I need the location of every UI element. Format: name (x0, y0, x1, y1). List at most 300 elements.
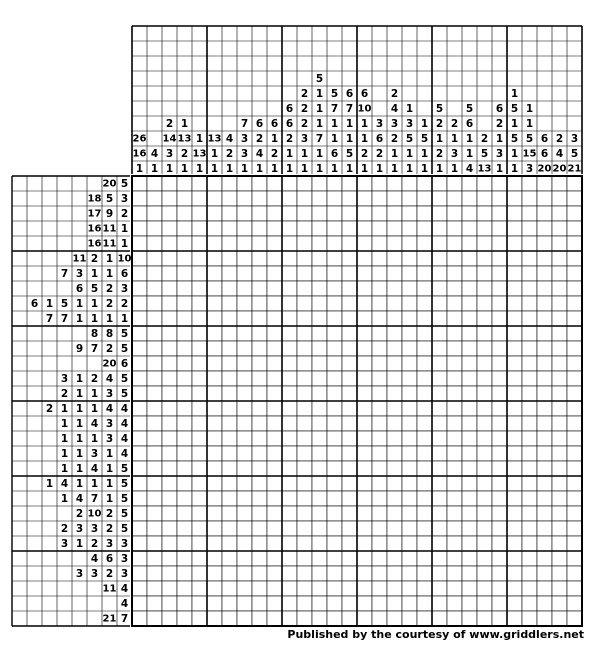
puzzle-cell[interactable] (177, 266, 192, 281)
puzzle-cell[interactable] (432, 206, 447, 221)
puzzle-cell[interactable] (432, 491, 447, 506)
puzzle-cell[interactable] (147, 296, 162, 311)
puzzle-cell[interactable] (342, 461, 357, 476)
puzzle-cell[interactable] (537, 236, 552, 251)
puzzle-cell[interactable] (312, 401, 327, 416)
puzzle-cell[interactable] (312, 596, 327, 611)
puzzle-cell[interactable] (537, 461, 552, 476)
puzzle-cell[interactable] (147, 506, 162, 521)
puzzle-cell[interactable] (162, 401, 177, 416)
puzzle-cell[interactable] (432, 341, 447, 356)
puzzle-cell[interactable] (177, 311, 192, 326)
puzzle-cell[interactable] (507, 206, 522, 221)
puzzle-cell[interactable] (372, 596, 387, 611)
puzzle-cell[interactable] (192, 311, 207, 326)
puzzle-cell[interactable] (492, 596, 507, 611)
puzzle-cell[interactable] (327, 431, 342, 446)
puzzle-cell[interactable] (552, 506, 567, 521)
puzzle-cell[interactable] (402, 281, 417, 296)
puzzle-cell[interactable] (477, 566, 492, 581)
puzzle-cell[interactable] (372, 581, 387, 596)
puzzle-cell[interactable] (207, 191, 222, 206)
puzzle-cell[interactable] (327, 581, 342, 596)
puzzle-cell[interactable] (177, 356, 192, 371)
puzzle-cell[interactable] (132, 281, 147, 296)
puzzle-cell[interactable] (462, 416, 477, 431)
puzzle-cell[interactable] (537, 191, 552, 206)
puzzle-cell[interactable] (507, 401, 522, 416)
puzzle-cell[interactable] (567, 236, 582, 251)
puzzle-cell[interactable] (462, 251, 477, 266)
puzzle-cell[interactable] (372, 611, 387, 626)
puzzle-cell[interactable] (537, 611, 552, 626)
puzzle-cell[interactable] (162, 416, 177, 431)
puzzle-cell[interactable] (252, 416, 267, 431)
puzzle-cell[interactable] (282, 176, 297, 191)
puzzle-cell[interactable] (432, 581, 447, 596)
puzzle-cell[interactable] (402, 581, 417, 596)
puzzle-cell[interactable] (252, 281, 267, 296)
puzzle-cell[interactable] (402, 566, 417, 581)
puzzle-cell[interactable] (222, 491, 237, 506)
puzzle-cell[interactable] (177, 296, 192, 311)
puzzle-cell[interactable] (552, 596, 567, 611)
puzzle-cell[interactable] (552, 521, 567, 536)
puzzle-cell[interactable] (417, 191, 432, 206)
puzzle-cell[interactable] (402, 236, 417, 251)
puzzle-cell[interactable] (147, 221, 162, 236)
puzzle-cell[interactable] (147, 251, 162, 266)
puzzle-cell[interactable] (372, 536, 387, 551)
puzzle-cell[interactable] (177, 581, 192, 596)
puzzle-cell[interactable] (522, 266, 537, 281)
puzzle-cell[interactable] (132, 521, 147, 536)
puzzle-cell[interactable] (312, 251, 327, 266)
puzzle-cell[interactable] (522, 566, 537, 581)
puzzle-cell[interactable] (252, 251, 267, 266)
puzzle-cell[interactable] (177, 416, 192, 431)
puzzle-cell[interactable] (537, 596, 552, 611)
puzzle-cell[interactable] (492, 236, 507, 251)
puzzle-cell[interactable] (402, 311, 417, 326)
puzzle-cell[interactable] (522, 461, 537, 476)
puzzle-cell[interactable] (492, 491, 507, 506)
puzzle-cell[interactable] (552, 326, 567, 341)
puzzle-cell[interactable] (327, 386, 342, 401)
puzzle-cell[interactable] (507, 416, 522, 431)
puzzle-cell[interactable] (207, 251, 222, 266)
puzzle-cell[interactable] (417, 341, 432, 356)
puzzle-cell[interactable] (552, 311, 567, 326)
puzzle-cell[interactable] (327, 461, 342, 476)
puzzle-cell[interactable] (462, 311, 477, 326)
puzzle-cell[interactable] (312, 371, 327, 386)
puzzle-cell[interactable] (327, 176, 342, 191)
puzzle-cell[interactable] (252, 236, 267, 251)
puzzle-cell[interactable] (297, 296, 312, 311)
puzzle-cell[interactable] (552, 491, 567, 506)
puzzle-cell[interactable] (327, 536, 342, 551)
puzzle-cell[interactable] (462, 221, 477, 236)
puzzle-cell[interactable] (477, 431, 492, 446)
puzzle-cell[interactable] (537, 521, 552, 536)
puzzle-cell[interactable] (147, 356, 162, 371)
puzzle-cell[interactable] (132, 341, 147, 356)
puzzle-cell[interactable] (222, 461, 237, 476)
puzzle-cell[interactable] (267, 341, 282, 356)
puzzle-cell[interactable] (237, 611, 252, 626)
puzzle-cell[interactable] (447, 296, 462, 311)
puzzle-cell[interactable] (357, 386, 372, 401)
puzzle-cell[interactable] (492, 461, 507, 476)
puzzle-cell[interactable] (507, 581, 522, 596)
puzzle-cell[interactable] (432, 401, 447, 416)
puzzle-cell[interactable] (312, 476, 327, 491)
puzzle-cell[interactable] (162, 371, 177, 386)
puzzle-cell[interactable] (297, 431, 312, 446)
puzzle-cell[interactable] (222, 356, 237, 371)
puzzle-cell[interactable] (402, 401, 417, 416)
puzzle-cell[interactable] (357, 446, 372, 461)
puzzle-cell[interactable] (357, 536, 372, 551)
puzzle-cell[interactable] (447, 461, 462, 476)
puzzle-cell[interactable] (432, 551, 447, 566)
puzzle-cell[interactable] (357, 356, 372, 371)
puzzle-cell[interactable] (282, 506, 297, 521)
puzzle-cell[interactable] (417, 551, 432, 566)
puzzle-cell[interactable] (462, 461, 477, 476)
puzzle-cell[interactable] (477, 401, 492, 416)
puzzle-cell[interactable] (462, 326, 477, 341)
puzzle-cell[interactable] (342, 596, 357, 611)
puzzle-cell[interactable] (507, 356, 522, 371)
puzzle-cell[interactable] (252, 221, 267, 236)
puzzle-cell[interactable] (477, 536, 492, 551)
puzzle-cell[interactable] (162, 251, 177, 266)
puzzle-cell[interactable] (132, 551, 147, 566)
puzzle-cell[interactable] (447, 206, 462, 221)
puzzle-cell[interactable] (162, 386, 177, 401)
puzzle-cell[interactable] (207, 461, 222, 476)
puzzle-cell[interactable] (387, 176, 402, 191)
puzzle-cell[interactable] (297, 461, 312, 476)
puzzle-cell[interactable] (267, 191, 282, 206)
puzzle-cell[interactable] (207, 536, 222, 551)
puzzle-cell[interactable] (237, 326, 252, 341)
puzzle-cell[interactable] (507, 266, 522, 281)
puzzle-cell[interactable] (297, 551, 312, 566)
puzzle-cell[interactable] (567, 371, 582, 386)
puzzle-cell[interactable] (207, 296, 222, 311)
puzzle-cell[interactable] (342, 356, 357, 371)
puzzle-cell[interactable] (462, 371, 477, 386)
puzzle-cell[interactable] (447, 611, 462, 626)
puzzle-cell[interactable] (522, 506, 537, 521)
puzzle-cell[interactable] (477, 491, 492, 506)
puzzle-cell[interactable] (567, 551, 582, 566)
puzzle-cell[interactable] (192, 536, 207, 551)
puzzle-cell[interactable] (132, 326, 147, 341)
puzzle-cell[interactable] (372, 356, 387, 371)
puzzle-cell[interactable] (372, 491, 387, 506)
puzzle-cell[interactable] (252, 521, 267, 536)
puzzle-cell[interactable] (342, 566, 357, 581)
puzzle-cell[interactable] (132, 356, 147, 371)
puzzle-cell[interactable] (522, 431, 537, 446)
puzzle-cell[interactable] (267, 446, 282, 461)
puzzle-cell[interactable] (297, 341, 312, 356)
puzzle-cell[interactable] (237, 461, 252, 476)
puzzle-cell[interactable] (177, 551, 192, 566)
puzzle-cell[interactable] (357, 416, 372, 431)
puzzle-cell[interactable] (312, 461, 327, 476)
puzzle-cell[interactable] (477, 326, 492, 341)
puzzle-cell[interactable] (417, 266, 432, 281)
puzzle-cell[interactable] (522, 491, 537, 506)
puzzle-cell[interactable] (222, 611, 237, 626)
puzzle-cell[interactable] (237, 566, 252, 581)
puzzle-cell[interactable] (492, 536, 507, 551)
puzzle-cell[interactable] (477, 461, 492, 476)
puzzle-cell[interactable] (207, 176, 222, 191)
puzzle-cell[interactable] (237, 176, 252, 191)
puzzle-cell[interactable] (312, 176, 327, 191)
puzzle-cell[interactable] (492, 506, 507, 521)
puzzle-cell[interactable] (372, 461, 387, 476)
puzzle-cell[interactable] (342, 476, 357, 491)
puzzle-cell[interactable] (507, 476, 522, 491)
puzzle-cell[interactable] (537, 446, 552, 461)
puzzle-cell[interactable] (267, 521, 282, 536)
puzzle-cell[interactable] (282, 476, 297, 491)
puzzle-cell[interactable] (507, 491, 522, 506)
puzzle-cell[interactable] (162, 281, 177, 296)
puzzle-cell[interactable] (267, 386, 282, 401)
puzzle-cell[interactable] (447, 281, 462, 296)
puzzle-cell[interactable] (507, 236, 522, 251)
puzzle-cell[interactable] (492, 386, 507, 401)
puzzle-cell[interactable] (132, 371, 147, 386)
puzzle-cell[interactable] (267, 491, 282, 506)
puzzle-cell[interactable] (387, 461, 402, 476)
puzzle-cell[interactable] (162, 176, 177, 191)
puzzle-cell[interactable] (537, 176, 552, 191)
puzzle-cell[interactable] (567, 491, 582, 506)
puzzle-cell[interactable] (387, 296, 402, 311)
puzzle-cell[interactable] (327, 401, 342, 416)
puzzle-cell[interactable] (492, 281, 507, 296)
puzzle-cell[interactable] (207, 506, 222, 521)
puzzle-cell[interactable] (252, 461, 267, 476)
puzzle-cell[interactable] (207, 566, 222, 581)
puzzle-cell[interactable] (357, 251, 372, 266)
puzzle-cell[interactable] (222, 536, 237, 551)
puzzle-cell[interactable] (372, 251, 387, 266)
puzzle-cell[interactable] (477, 191, 492, 206)
puzzle-cell[interactable] (192, 371, 207, 386)
puzzle-cell[interactable] (312, 536, 327, 551)
puzzle-cell[interactable] (132, 461, 147, 476)
puzzle-cell[interactable] (477, 251, 492, 266)
puzzle-cell[interactable] (177, 521, 192, 536)
puzzle-cell[interactable] (402, 371, 417, 386)
puzzle-cell[interactable] (147, 581, 162, 596)
puzzle-cell[interactable] (417, 386, 432, 401)
puzzle-cell[interactable] (342, 551, 357, 566)
puzzle-cell[interactable] (537, 311, 552, 326)
puzzle-cell[interactable] (192, 281, 207, 296)
puzzle-cell[interactable] (342, 416, 357, 431)
puzzle-cell[interactable] (147, 176, 162, 191)
puzzle-cell[interactable] (222, 431, 237, 446)
puzzle-cell[interactable] (357, 296, 372, 311)
puzzle-cell[interactable] (237, 416, 252, 431)
puzzle-cell[interactable] (447, 566, 462, 581)
puzzle-cell[interactable] (342, 341, 357, 356)
puzzle-cell[interactable] (387, 371, 402, 386)
puzzle-cell[interactable] (447, 596, 462, 611)
puzzle-cell[interactable] (462, 566, 477, 581)
puzzle-cell[interactable] (222, 371, 237, 386)
puzzle-cell[interactable] (237, 236, 252, 251)
puzzle-cell[interactable] (282, 611, 297, 626)
puzzle-cell[interactable] (462, 521, 477, 536)
puzzle-cell[interactable] (417, 536, 432, 551)
puzzle-cell[interactable] (207, 326, 222, 341)
puzzle-cell[interactable] (522, 596, 537, 611)
puzzle-cell[interactable] (327, 476, 342, 491)
puzzle-cell[interactable] (192, 191, 207, 206)
puzzle-cell[interactable] (207, 491, 222, 506)
puzzle-cell[interactable] (537, 356, 552, 371)
puzzle-cell[interactable] (237, 341, 252, 356)
puzzle-cell[interactable] (252, 401, 267, 416)
puzzle-cell[interactable] (432, 296, 447, 311)
puzzle-cell[interactable] (252, 266, 267, 281)
puzzle-cell[interactable] (177, 431, 192, 446)
puzzle-cell[interactable] (537, 386, 552, 401)
puzzle-cell[interactable] (477, 506, 492, 521)
puzzle-cell[interactable] (567, 446, 582, 461)
puzzle-cell[interactable] (177, 386, 192, 401)
puzzle-cell[interactable] (192, 551, 207, 566)
puzzle-cell[interactable] (252, 311, 267, 326)
puzzle-cell[interactable] (222, 386, 237, 401)
puzzle-cell[interactable] (552, 446, 567, 461)
puzzle-cell[interactable] (312, 281, 327, 296)
puzzle-cell[interactable] (267, 506, 282, 521)
puzzle-cell[interactable] (357, 506, 372, 521)
puzzle-cell[interactable] (522, 311, 537, 326)
puzzle-cell[interactable] (282, 371, 297, 386)
puzzle-cell[interactable] (222, 191, 237, 206)
puzzle-cell[interactable] (537, 581, 552, 596)
puzzle-cell[interactable] (327, 266, 342, 281)
puzzle-cell[interactable] (372, 221, 387, 236)
puzzle-cell[interactable] (357, 326, 372, 341)
puzzle-cell[interactable] (432, 416, 447, 431)
puzzle-cell[interactable] (567, 611, 582, 626)
puzzle-cell[interactable] (297, 611, 312, 626)
puzzle-cell[interactable] (447, 251, 462, 266)
puzzle-cell[interactable] (567, 356, 582, 371)
puzzle-cell[interactable] (447, 326, 462, 341)
puzzle-cell[interactable] (207, 371, 222, 386)
puzzle-cell[interactable] (162, 566, 177, 581)
puzzle-cell[interactable] (327, 596, 342, 611)
puzzle-cell[interactable] (297, 416, 312, 431)
puzzle-cell[interactable] (252, 371, 267, 386)
puzzle-cell[interactable] (387, 521, 402, 536)
puzzle-cell[interactable] (312, 311, 327, 326)
puzzle-cell[interactable] (522, 446, 537, 461)
puzzle-cell[interactable] (192, 596, 207, 611)
puzzle-cell[interactable] (537, 221, 552, 236)
puzzle-cell[interactable] (297, 596, 312, 611)
puzzle-cell[interactable] (312, 206, 327, 221)
puzzle-cell[interactable] (222, 311, 237, 326)
puzzle-cell[interactable] (192, 326, 207, 341)
puzzle-cell[interactable] (222, 416, 237, 431)
puzzle-cell[interactable] (297, 356, 312, 371)
puzzle-cell[interactable] (477, 221, 492, 236)
puzzle-cell[interactable] (237, 476, 252, 491)
puzzle-cell[interactable] (282, 401, 297, 416)
puzzle-cell[interactable] (447, 371, 462, 386)
puzzle-cell[interactable] (342, 236, 357, 251)
puzzle-cell[interactable] (537, 491, 552, 506)
puzzle-cell[interactable] (207, 206, 222, 221)
puzzle-cell[interactable] (357, 476, 372, 491)
puzzle-cell[interactable] (132, 446, 147, 461)
puzzle-cell[interactable] (432, 266, 447, 281)
puzzle-cell[interactable] (177, 191, 192, 206)
puzzle-cell[interactable] (327, 506, 342, 521)
puzzle-cell[interactable] (312, 416, 327, 431)
puzzle-cell[interactable] (252, 596, 267, 611)
puzzle-cell[interactable] (522, 176, 537, 191)
puzzle-cell[interactable] (417, 206, 432, 221)
puzzle-cell[interactable] (522, 356, 537, 371)
puzzle-cell[interactable] (192, 176, 207, 191)
puzzle-cell[interactable] (537, 536, 552, 551)
puzzle-cell[interactable] (207, 281, 222, 296)
puzzle-cell[interactable] (327, 566, 342, 581)
puzzle-cell[interactable] (147, 326, 162, 341)
puzzle-cell[interactable] (537, 341, 552, 356)
puzzle-cell[interactable] (462, 266, 477, 281)
puzzle-cell[interactable] (177, 341, 192, 356)
puzzle-cell[interactable] (252, 566, 267, 581)
puzzle-cell[interactable] (342, 176, 357, 191)
puzzle-cell[interactable] (507, 251, 522, 266)
puzzle-cell[interactable] (462, 611, 477, 626)
puzzle-cell[interactable] (237, 311, 252, 326)
puzzle-cell[interactable] (177, 251, 192, 266)
puzzle-cell[interactable] (342, 251, 357, 266)
puzzle-cell[interactable] (342, 266, 357, 281)
puzzle-cell[interactable] (387, 251, 402, 266)
puzzle-cell[interactable] (282, 296, 297, 311)
puzzle-cell[interactable] (132, 431, 147, 446)
puzzle-cell[interactable] (567, 416, 582, 431)
puzzle-cell[interactable] (507, 551, 522, 566)
puzzle-cell[interactable] (387, 266, 402, 281)
puzzle-cell[interactable] (327, 296, 342, 311)
puzzle-cell[interactable] (387, 431, 402, 446)
puzzle-cell[interactable] (537, 206, 552, 221)
puzzle-cell[interactable] (312, 221, 327, 236)
